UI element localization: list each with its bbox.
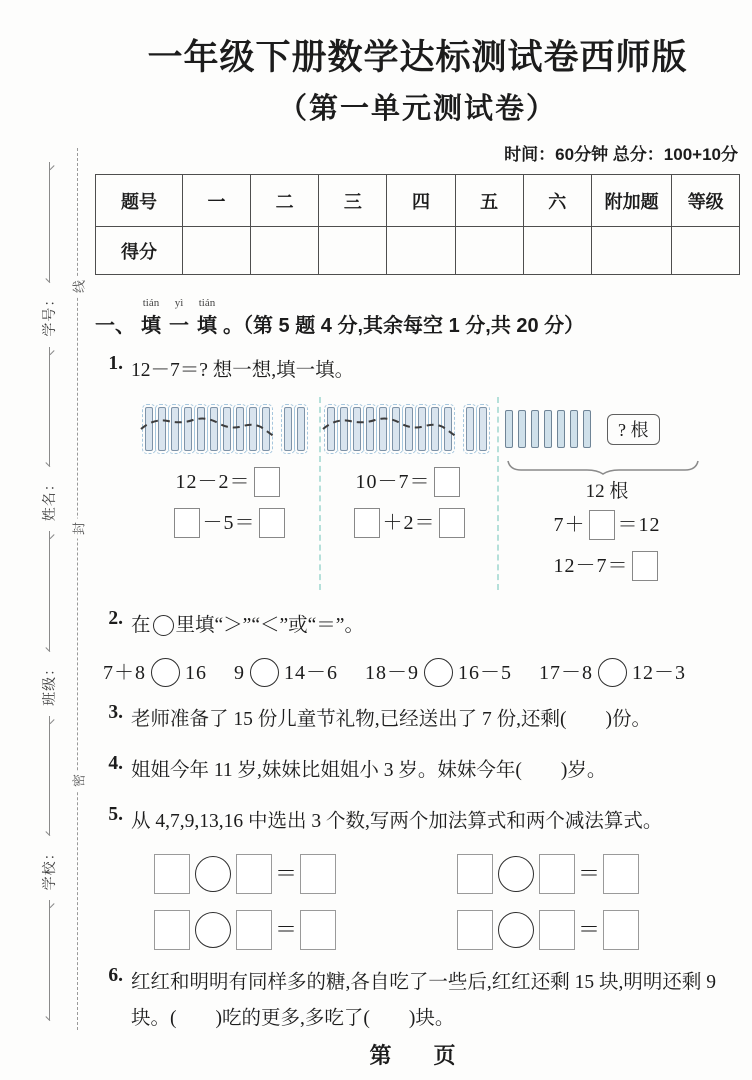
empty-score-cell (182, 227, 250, 275)
question-number: 4. (108, 753, 123, 775)
stick (379, 407, 387, 451)
stick-group (284, 407, 305, 451)
stick (197, 407, 205, 451)
stick (570, 410, 578, 448)
answer-box (254, 467, 280, 497)
ruby-char (141, 297, 161, 338)
stick (444, 407, 452, 451)
question-text: 12－7＝? 想一想,填一填。 (131, 360, 355, 382)
score-table-points-row (96, 227, 740, 275)
stick (418, 407, 426, 451)
page-footer: 第 页 (369, 1043, 466, 1068)
stick-row (145, 401, 313, 457)
ruby-char (197, 297, 217, 338)
pinyin: tián (198, 297, 216, 309)
equation-template: ＝ (454, 854, 709, 894)
total-sticks-label: 12 根 (585, 481, 629, 503)
time-score-info: 时间：60分钟 总分：100+10分 (504, 145, 738, 164)
header-cell: 题号 (96, 175, 183, 227)
stick (297, 407, 305, 451)
answer-box (434, 467, 460, 497)
under-brace (505, 459, 701, 475)
points-label-cell: 得分 (96, 227, 183, 275)
stick (145, 407, 153, 451)
header-cell: 四 (387, 175, 455, 227)
section-number: 一、 (95, 315, 135, 338)
stick (466, 407, 474, 451)
header-cell: 附加题 (591, 175, 672, 227)
stick (184, 407, 192, 451)
equation-templates (151, 854, 740, 950)
stick-row (327, 401, 491, 457)
operator-circle (498, 856, 534, 892)
operator-circle (195, 912, 231, 948)
operator-circle (250, 658, 279, 687)
question-text: 老师准备了 15 份儿童节礼物,已经送出了 7 份,还剩( )份。 (131, 709, 651, 731)
stick-panel (139, 397, 319, 590)
stick (405, 407, 413, 451)
question-text: 姐姐今年 11 岁,妹妹比姐姐小 3 岁。妹妹今年( )岁。 (131, 760, 607, 782)
empty-score-cell (591, 227, 672, 275)
empty-score-cell (672, 227, 740, 275)
write-line (49, 716, 50, 836)
comparison-item: 17－8 12－3 (539, 656, 686, 687)
header-cell: 二 (251, 175, 319, 227)
stick (262, 407, 270, 451)
write-line (49, 347, 50, 467)
stick (171, 407, 179, 451)
operator-circle (151, 658, 180, 687)
stick (431, 407, 439, 451)
paper-main (95, 0, 740, 1038)
stick (479, 407, 487, 451)
binding-margin-labels (36, 162, 62, 1020)
stick (392, 407, 400, 451)
stick (249, 407, 257, 451)
paper-subtitle: （第一单元测试卷） (277, 93, 557, 125)
equation: 7＋ ＝12 (505, 508, 709, 540)
equation: －5＝ (145, 506, 313, 538)
stick-group (466, 407, 487, 451)
answer-box (439, 508, 465, 538)
answer-box (603, 910, 639, 950)
answer-box (236, 854, 272, 894)
answer-box (259, 508, 285, 538)
question-number: 3. (108, 702, 123, 724)
sticks-figure (139, 397, 740, 590)
stick (366, 407, 374, 451)
question-6 (95, 965, 740, 1037)
stick (158, 407, 166, 451)
answer-box (457, 854, 493, 894)
question-2 (95, 608, 740, 644)
seal-char: 密 (68, 771, 89, 791)
empty-score-cell (523, 227, 591, 275)
operator-circle (598, 658, 627, 687)
answer-box (539, 910, 575, 950)
question-number: 2. (108, 608, 123, 630)
paper-title: 一年级下册数学达标测试卷西师版 (147, 38, 688, 77)
name-label: 姓名： (41, 476, 57, 522)
empty-score-cell (251, 227, 319, 275)
answer-box (603, 854, 639, 894)
stick-group (145, 407, 270, 451)
equation: 12－2＝ (145, 465, 313, 497)
comparison-item: 18－9 16－5 (365, 656, 512, 687)
stick-panel (497, 397, 715, 590)
answer-box (457, 910, 493, 950)
stick (327, 407, 335, 451)
hanzi: 一 (169, 315, 189, 338)
stick-group (327, 407, 452, 451)
equation-template: ＝ (454, 910, 709, 950)
write-line (49, 162, 50, 282)
operator-circle (195, 856, 231, 892)
stick (236, 407, 244, 451)
header-cell: 三 (319, 175, 387, 227)
operator-circle (424, 658, 453, 687)
pinyin: tián (142, 297, 160, 309)
equation: ＋2＝ (327, 506, 491, 538)
seal-char: 线 (68, 277, 89, 297)
stick (505, 410, 513, 448)
comparison-items (103, 656, 740, 687)
school-label: 学校： (41, 845, 57, 891)
question-3 (95, 702, 740, 738)
blank-circle (153, 615, 174, 636)
pinyin: yì (174, 297, 184, 309)
stick (518, 410, 526, 448)
question-4 (95, 753, 740, 789)
score-table-header-row (96, 175, 740, 227)
empty-score-cell (387, 227, 455, 275)
heading-with-pinyin (137, 297, 221, 338)
stick-panel (319, 397, 497, 590)
stick (557, 410, 565, 448)
panel-equations (327, 465, 491, 538)
question-mark-sticks-box: ? 根 (607, 414, 660, 445)
empty-score-cell (455, 227, 523, 275)
panel-equations (505, 508, 709, 581)
stick (544, 410, 552, 448)
question-1 (95, 353, 740, 389)
hanzi: 填 (141, 315, 161, 338)
class-label: 班级： (41, 660, 57, 706)
answer-box (154, 854, 190, 894)
hanzi: 填 (197, 315, 217, 338)
header-cell: 六 (523, 175, 591, 227)
answer-box (589, 510, 615, 540)
answer-box (154, 910, 190, 950)
answer-box (174, 508, 200, 538)
ruby-char (169, 297, 189, 338)
equation: 12－7＝ (505, 549, 709, 581)
stick (340, 407, 348, 451)
equation: 10－7＝ (327, 465, 491, 497)
operator-circle (498, 912, 534, 948)
stick (210, 407, 218, 451)
question-5 (95, 804, 740, 840)
seal-char: 封 (68, 519, 89, 539)
empty-score-cell (319, 227, 387, 275)
question-number: 1. (108, 353, 123, 375)
stick (583, 410, 591, 448)
question-text: 在 里填“＞”“＜”或“＝”。 (131, 615, 364, 637)
student-id-label: 学号： (41, 291, 57, 337)
question-text: 红红和明明有同样多的糖,各自吃了一些后,红红还剩 15 块,明明还剩 9 块。( )吃的更多,多吃了( )块。 (131, 972, 717, 1030)
stick (531, 410, 539, 448)
answer-box (539, 854, 575, 894)
comparison-item: 9 14－6 (234, 656, 338, 687)
question-text: 从 4,7,9,13,16 中选出 3 个数,写两个加法算式和两个减法算式。 (131, 811, 663, 833)
header-cell: 五 (455, 175, 523, 227)
stick (353, 407, 361, 451)
header-cell: 等级 (672, 175, 740, 227)
stick-group (505, 410, 591, 448)
answer-box (236, 910, 272, 950)
score-table (95, 174, 740, 275)
section-points-note: 。（第 5 题 4 分,其余每空 1 分,共 20 分） (223, 315, 585, 338)
section-1-heading (95, 297, 740, 338)
question-number: 6. (108, 965, 123, 987)
panel-equations (145, 465, 313, 538)
header-cell: 一 (182, 175, 250, 227)
equation-template: ＝ (151, 854, 406, 894)
answer-box (354, 508, 380, 538)
stick (284, 407, 292, 451)
write-line (49, 531, 50, 651)
question-number: 5. (108, 804, 123, 826)
stick (223, 407, 231, 451)
stick-row (505, 401, 709, 457)
answer-box (300, 854, 336, 894)
equation-template: ＝ (151, 910, 406, 950)
answer-box (300, 910, 336, 950)
comparison-item: 7＋8 16 (103, 656, 207, 687)
write-line (49, 900, 50, 1020)
answer-box (632, 551, 658, 581)
